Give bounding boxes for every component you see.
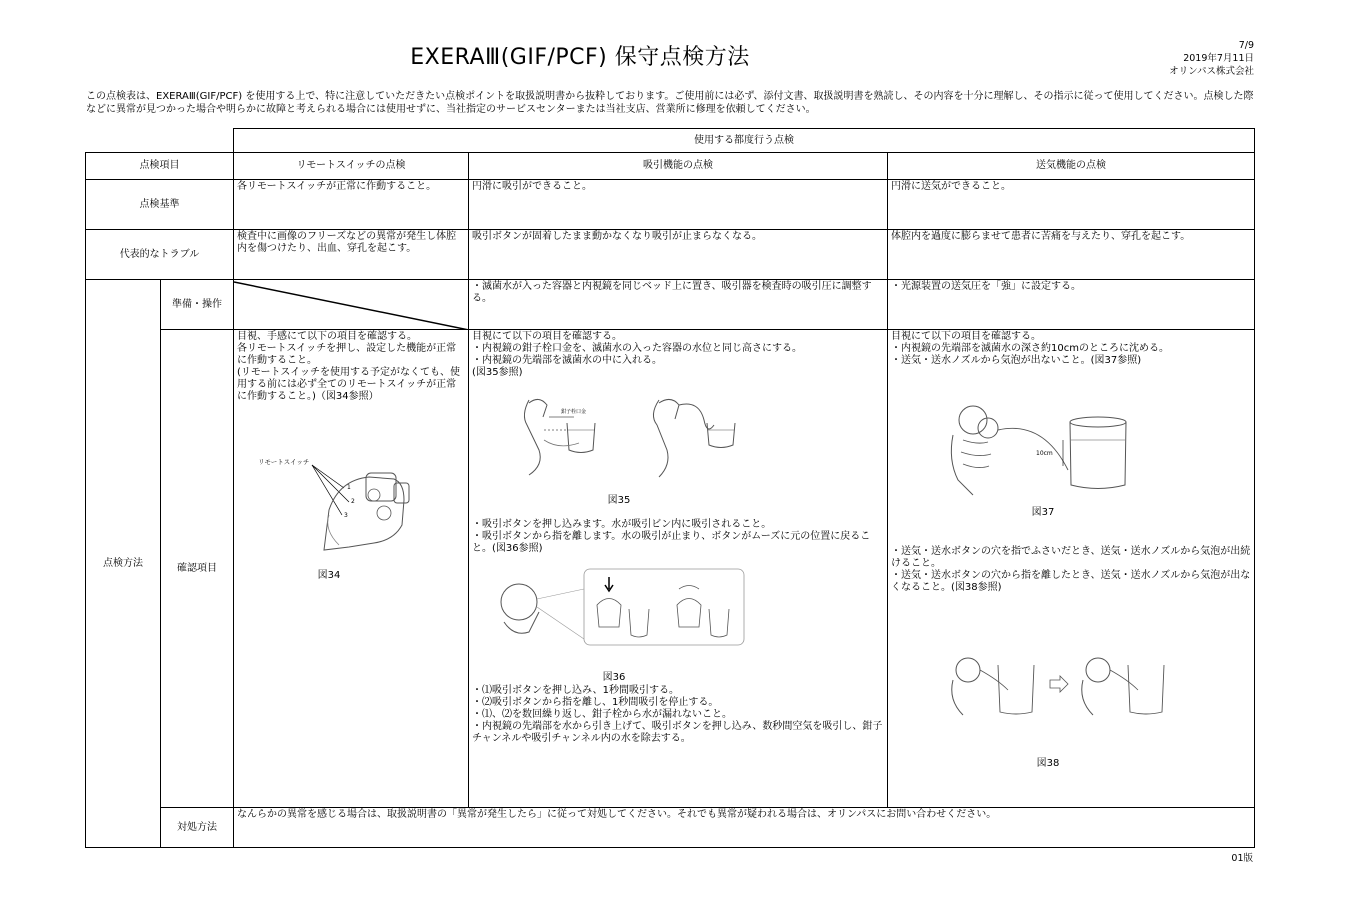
remote-switch-label: リモートスイッチ	[258, 458, 310, 466]
row-label-method: 点検方法	[86, 280, 161, 848]
trouble-remote: 検査中に画像のフリーズなどの異常が発生し体腔内を傷つけたり、出血、穿孔を起こす。	[234, 230, 469, 280]
switch-number-2: 2	[351, 498, 355, 505]
figure-36-caption: 図36	[602, 672, 626, 683]
row-label-action: 対処方法	[161, 808, 234, 848]
figure-38-caption: 図38	[1036, 758, 1060, 769]
prep-air: ・光源装置の送気圧を「強」に設定する。	[888, 280, 1255, 330]
check-air: 目視にて以下の項目を確認する。 ・内視鏡の先端部を滅菌水の深さ約10cmのところに沈める。 ・送気・送水ノズルから気泡が出ないこと。(図37参照) 10cm 図37 ・送気・送水ボタンの穴を指でふさいだとき、送気・送水ノズルから気泡が出続けること。 ・送気・送水ボタンの穴から指を離したとき、送気・送水ノズルから気泡が出なくなること。(図38参照) 図38	[888, 330, 1255, 808]
document-date: 2019年7月11日	[1183, 53, 1254, 64]
row-label-prep: 準備・操作	[161, 280, 234, 330]
figure-34-caption: 図34	[317, 570, 341, 581]
inspection-table	[85, 128, 1255, 848]
empty-corner	[86, 129, 234, 153]
action-text: なんらかの異常を感じる場合は、取扱説明書の「異常が発生したら」に従って対処してください。それでも異常が疑われる場合は、オリンパスにお問い合わせください。	[234, 808, 1255, 848]
remote-switch-illustration	[254, 455, 444, 555]
suction-test-illustration	[499, 395, 749, 485]
check-suction: 目視にて以下の項目を確認する。 ・内視鏡の鉗子栓口金を、滅菌水の入った容器の水位と同じ高さにする。 ・内視鏡の先端部を滅菌水の中に入れる。 (図35参照) 鉗子栓口金 図35 ・吸引ボタンを押し込みます。水が吸引ビン内に吸引されること。 ・吸引ボタンから指を離します。水の吸引が止まり、ボタンがムーズに元の位置に戻ること。(図36参照) 図36 ・⑴吸引ボタンを押し込み、1秒間吸引する。 ・⑵吸引ボタンから指を離し、1秒間吸引を停止する。 ・⑴、⑵を数回繰り返し、鉗子栓から水が漏れないこと。 ・内視鏡の先端部を水から引き上げて、吸引ボタンを押し込み、数秒間空気を吸引し、鉗子チャンネルや吸引チャンネル内の水を除去する。	[469, 330, 888, 808]
criteria-air: 円滑に送気ができること。	[888, 180, 1255, 230]
check-remote: 目視、手感にて以下の項目を確認する。 各リモートスイッチを押し、設定した機能が正常に作動すること。 (リモートスイッチを使用する予定がなくても、使用する前には必ず全てのリモートスイッチが正常に作動すること。)（図34参照） リモートスイッチ 1 2 3 図34	[234, 330, 469, 808]
depth-label: 10cm	[1036, 450, 1053, 457]
company-name: オリンパス株式会社	[1169, 66, 1254, 77]
figure-37-caption: 図37	[1031, 507, 1055, 518]
row-label-check: 確認項目	[161, 330, 234, 808]
group-header: 使用する都度行う点検	[234, 129, 1255, 153]
trouble-suction: 吸引ボタンが固着したまま動かなくなり吸引が止まらなくなる。	[469, 230, 888, 280]
version-label: 01版	[1231, 853, 1253, 864]
trouble-air: 体腔内を過度に膨らませて患者に苦痛を与えたり、穿孔を起こす。	[888, 230, 1255, 280]
col-header-air: 送気機能の点検	[888, 153, 1255, 180]
switch-number-3: 3	[344, 512, 348, 519]
prep-remote-na	[234, 280, 469, 330]
col-header-remote: リモートスイッチの点検	[234, 153, 469, 180]
air-bubble-illustration	[938, 650, 1178, 720]
air-test-illustration	[933, 400, 1173, 500]
page-title: EXERAⅢ(GIF/PCF) 保守点検方法	[410, 45, 750, 70]
prep-suction: ・滅菌水が入った容器と内視鏡を同じベッド上に置き、吸引器を検査時の吸引圧に調整する。	[469, 280, 888, 330]
diagonal-slash	[234, 280, 469, 330]
criteria-suction: 円滑に吸引ができること。	[469, 180, 888, 230]
page-number: 7/9	[1238, 40, 1254, 51]
row-label-trouble: 代表的なトラブル	[86, 230, 234, 280]
switch-number-1: 1	[347, 484, 351, 491]
suction-button-illustration	[489, 567, 749, 649]
criteria-remote: 各リモートスイッチが正常に作動すること。	[234, 180, 469, 230]
intro-text: この点検表は、EXERAⅢ(GIF/PCF) を使用する上で、特に注意していただきたい点検ポイントを取扱説明書から抜粋しております。ご使用前には必ず、添付文書、取扱説明書を熟読し、その内容を十分に理解し、その指示に従って使用してください。点検した際などに異常が見つかった場合や明らかに故障と考えられる場合には使用せずに、当社指定のサービスセンターまたは当社支店、営業所に修理を依頼してください。	[86, 91, 1254, 115]
col-header-suction: 吸引機能の点検	[469, 153, 888, 180]
row-label-criteria: 点検基準	[86, 180, 234, 230]
forceps-port-label: 鉗子栓口金	[561, 409, 587, 415]
col-header-item: 点検項目	[86, 153, 234, 180]
figure-35-caption: 図35	[607, 495, 631, 506]
